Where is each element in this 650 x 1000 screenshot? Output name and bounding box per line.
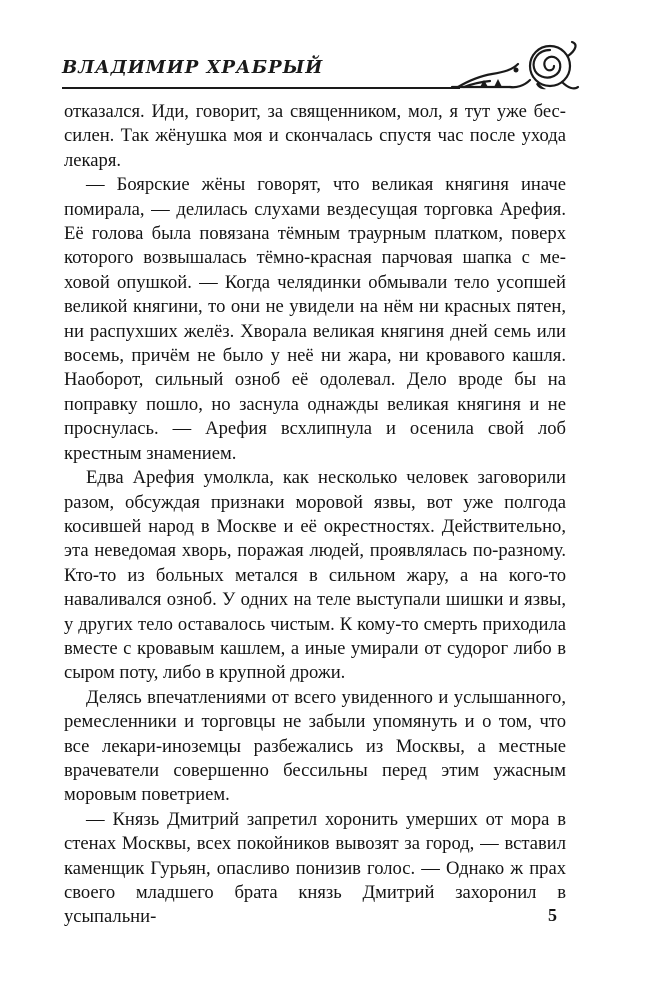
- running-head: [62, 40, 582, 100]
- paragraph: — Князь Дмитрий запретил хоронить умерших от мора в стенах Москвы, всех покойников вывозят за город, — вставил каменщик Гурьян, опасливо понизив голос. — Однако ж прах своего младшего брата князь Дмитрий захоронил в усыпальни-: [64, 808, 566, 928]
- paragraph: отказался. Иди, говорит, за священником, мол, я тут уже бессилен. Так жёнушка моя и скончалась спустя час после ухода лекаря.: [64, 101, 566, 171]
- body-text: [64, 100, 566, 930]
- scroll-ornament-icon: [450, 40, 580, 98]
- paragraph: Едва Арефия умолкла, как несколько человек заговорили разом, обсуждая признаки моровой язвы, вот уже полгода косившей народ в Москве и её окрестностях. Действительно, эта неведомая хворь, поражая людей, проявлялась по-разному. Кто-то из больных метался в сильном жару, а на кого-то наваливался озноб. У одних на теле выступали шишки и язвы, у других тело оставалось чистым. К кому-то смерть приходила вместе с кровавым кашлем, а иные умирали от судорог либо в сыром поту, либо в крупной дрожи.: [64, 467, 566, 684]
- paragraph: Делясь впечатлениями от всего увиденного и услышанного, ремесленники и торговцы не забыли упомянуть и о том, что все лекари-иноземцы разбежались из Москвы, а местные врачеватели совершенно бессильны перед этим ужасным моровым поветрием.: [64, 686, 566, 806]
- running-title: ВЛАДИМИР ХРАБРЫЙ: [62, 57, 324, 78]
- header-rule: [62, 87, 460, 89]
- paragraph: — Боярские жёны говорят, что великая княгиня иначе помирала, — делилась слухами вездесущая торговка Арефия. Её голова была повязана тёмным траурным платком, поверх которого возвышалась тёмно-красная парчовая шапка с меховой опушкой. — Когда челядинки обмывали тело усопшей великой княгини, то они не увидели на нём ни красных пятен, ни распухших желёз. Хворала великая княгиня дней семь или восемь, причём не было у неё ни жара, ни кровавого кашля. Наоборот, сильный озноб её одолевал. Дело вроде бы на поправку пошло, но заснула однажды великая княгиня и не проснулась. — Арефия всхлипнула и осенила свой лоб крестным знамением.: [64, 174, 566, 464]
- page-number: 5: [548, 905, 557, 925]
